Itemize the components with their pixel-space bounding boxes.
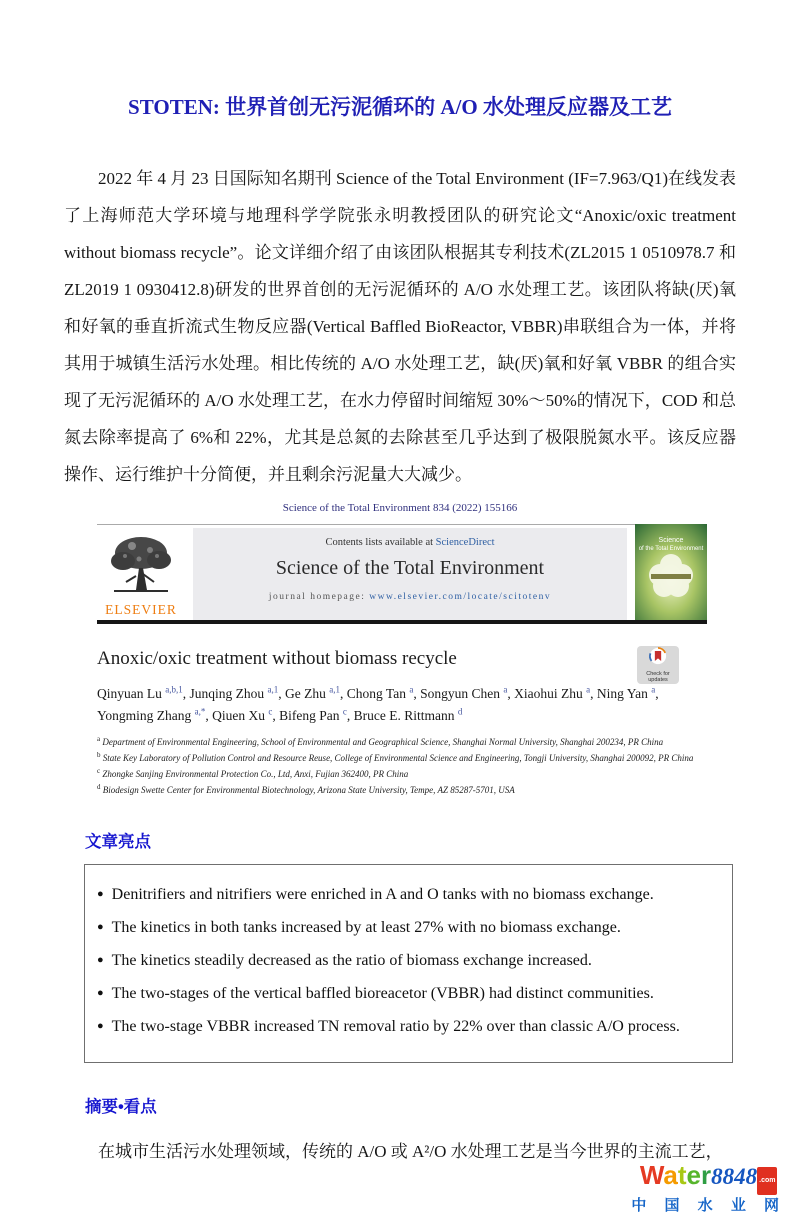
- intro-paragraph: 2022 年 4 月 23 日国际知名期刊 Science of the Total Environment (IF=7.963/Q1)在线发表了上海师范大学环境与地理科学学院张永明教授团队的研究论文“Anoxic/oxic treatment without biomass recycle”。论文详细介绍了由该团队根据其专利技术(ZL2015 1 0510978.7 和 ZL2019 1 0930412.8)研发的世界首创的无污泥循环的 A/O 水处理工艺。该团队将缺(厌)氧和好氧的垂直折流式生物反应器(Vertical Baffled BioReactor, VBBR)串联组合为一体，并将其用于城镇生活污水处理。相比传统的 A/O 水处理工艺，缺(厌)氧和好氧 VBBR 的组合实现了无污泥循环的 A/O 水处理工艺，在水力停留时间缩短 30%～50%的情况下，COD 和总氮去除率提高了 6%和 22%，尤其是总氮的去除甚至几乎达到了极限脱氮水平。该反应器操作、运行维护十分简便，并且剩余污泥量大大减少。: [64, 169, 736, 484]
- author: Chong Tan $^a$,: [346, 684, 421, 701]
- homepage-prefix: journal homepage:: [268, 592, 370, 602]
- author: Junqing Zhou $^{a,1}$,: [189, 684, 286, 701]
- check-for-updates-button[interactable]: [637, 646, 679, 684]
- highlights-box: [84, 864, 733, 1063]
- journal-masthead: [193, 528, 627, 620]
- author: Xiaohui Zhu $^a$,: [514, 684, 597, 701]
- water8848-dotcom: .com: [757, 1167, 777, 1195]
- affiliation-item: $^c$ Zhongke Sanjing Environmental Protection Co., Ltd, Anxi, Fujian 362400, PR China: [97, 767, 409, 780]
- water-letters: [640, 1160, 711, 1190]
- elsevier-tree-icon: [106, 532, 176, 601]
- water-letter: W: [639, 1160, 664, 1190]
- homepage-url-link[interactable]: www.elsevier.com/locate/scitotenv: [369, 592, 552, 602]
- affiliation-item: $^d$ Biodesign Swette Center for Environmental Biotechnology, Arizona State University, Tempe, AZ 85287-5701, USA: [97, 783, 515, 795]
- journal-name: Science of the Total Environment: [275, 557, 545, 579]
- highlight-item: ● The two-stages of the vertical baffled bioreacetor (VBBR) had distinct communities.: [97, 984, 654, 1002]
- highlight-item: ● The kinetics in both tanks increased by at least 27% with no biomass exchange.: [97, 918, 621, 936]
- paper-title: Anoxic/oxic treatment without biomass recycle: [97, 648, 457, 669]
- journal-citation: Science of the Total Environment 834 (2022) 155166: [282, 502, 518, 514]
- highlight-item: ● The two-stage VBBR increased TN removal ratio by 22% over than classic A/O process.: [97, 1017, 680, 1035]
- journal-cover-image: [635, 524, 707, 620]
- check-updates-icon: [649, 647, 667, 670]
- affiliation-item: $^b$ State Key Laboratory of Pollution Control and Resource Reuse, College of Environmental Science and Engineering, Tongji University, Shanghai 200092, PR China: [97, 751, 694, 764]
- author: Ning Yan $^a$,: [596, 684, 659, 701]
- abstract-paragraph: 在城市生活污水处理领域，传统的 A/O 或 A²/O 水处理工艺是当今世界的主流工艺，: [98, 1141, 723, 1161]
- water8848-number: 8848: [711, 1164, 758, 1189]
- journal-banner: [97, 524, 707, 624]
- elsevier-logo: [97, 528, 185, 620]
- water8848-chinese-name: 中 国 水 业 网: [631, 1197, 786, 1214]
- water-letter: e: [686, 1160, 702, 1190]
- water-letter: r: [701, 1160, 712, 1190]
- author: Yongming Zhang $^{a,*}$,: [97, 706, 213, 723]
- article-page: [0, 92, 800, 1223]
- elsevier-wordmark: ELSEVIER: [105, 602, 177, 617]
- contents-prefix: Contents lists available at: [325, 537, 436, 548]
- abstract-heading: 摘要•看点: [85, 1097, 157, 1116]
- author: Bruce E. Rittmann $^d$: [353, 706, 463, 723]
- sciencedirect-link[interactable]: ScienceDirect: [435, 537, 495, 548]
- svg-text:of the Total Environment: of the Total Environment: [638, 546, 704, 552]
- author-list: [97, 682, 662, 726]
- page-title: STOTEN: 世界首创无污泥循环的 A/O 水处理反应器及工艺: [128, 95, 672, 119]
- highlights-heading: 文章亮点: [85, 832, 151, 851]
- affiliation-list: [97, 734, 707, 798]
- contents-line: [193, 537, 627, 548]
- svg-text:Science: Science: [658, 537, 684, 544]
- check-updates-label: Check for updates: [646, 671, 670, 683]
- banner-divider-rule: [97, 620, 707, 624]
- homepage-line: [193, 592, 627, 602]
- author: Qinyuan Lu $^{a,b,1}$,: [97, 684, 190, 701]
- water8848-logo: [631, 1162, 786, 1215]
- water-letter: a: [663, 1160, 678, 1190]
- author: Bifeng Pan $^c$,: [279, 706, 354, 723]
- water8848-wordmark: [631, 1162, 786, 1195]
- journal-banner-top: [97, 524, 707, 620]
- paper-header: [97, 648, 707, 798]
- highlight-item: ● Denitrifiers and nitrifiers were enriched in A and O tanks with no biomass exchange.: [97, 885, 654, 903]
- author: Ge Zhu $^{a,1}$,: [285, 684, 347, 701]
- highlight-item: ● The kinetics steadily decreased as the ratio of biomass exchange increased.: [97, 951, 592, 969]
- author: Songyun Chen $^a$,: [420, 684, 515, 701]
- author: Qiuen Xu $^c$,: [212, 706, 280, 723]
- water-letter: t: [677, 1160, 687, 1190]
- highlights-list: [97, 885, 722, 1036]
- affiliation-item: $^a$ Department of Environmental Engineering, School of Environmental and Geographical Science, Shanghai Normal University, Shanghai 200234, PR China: [97, 735, 664, 748]
